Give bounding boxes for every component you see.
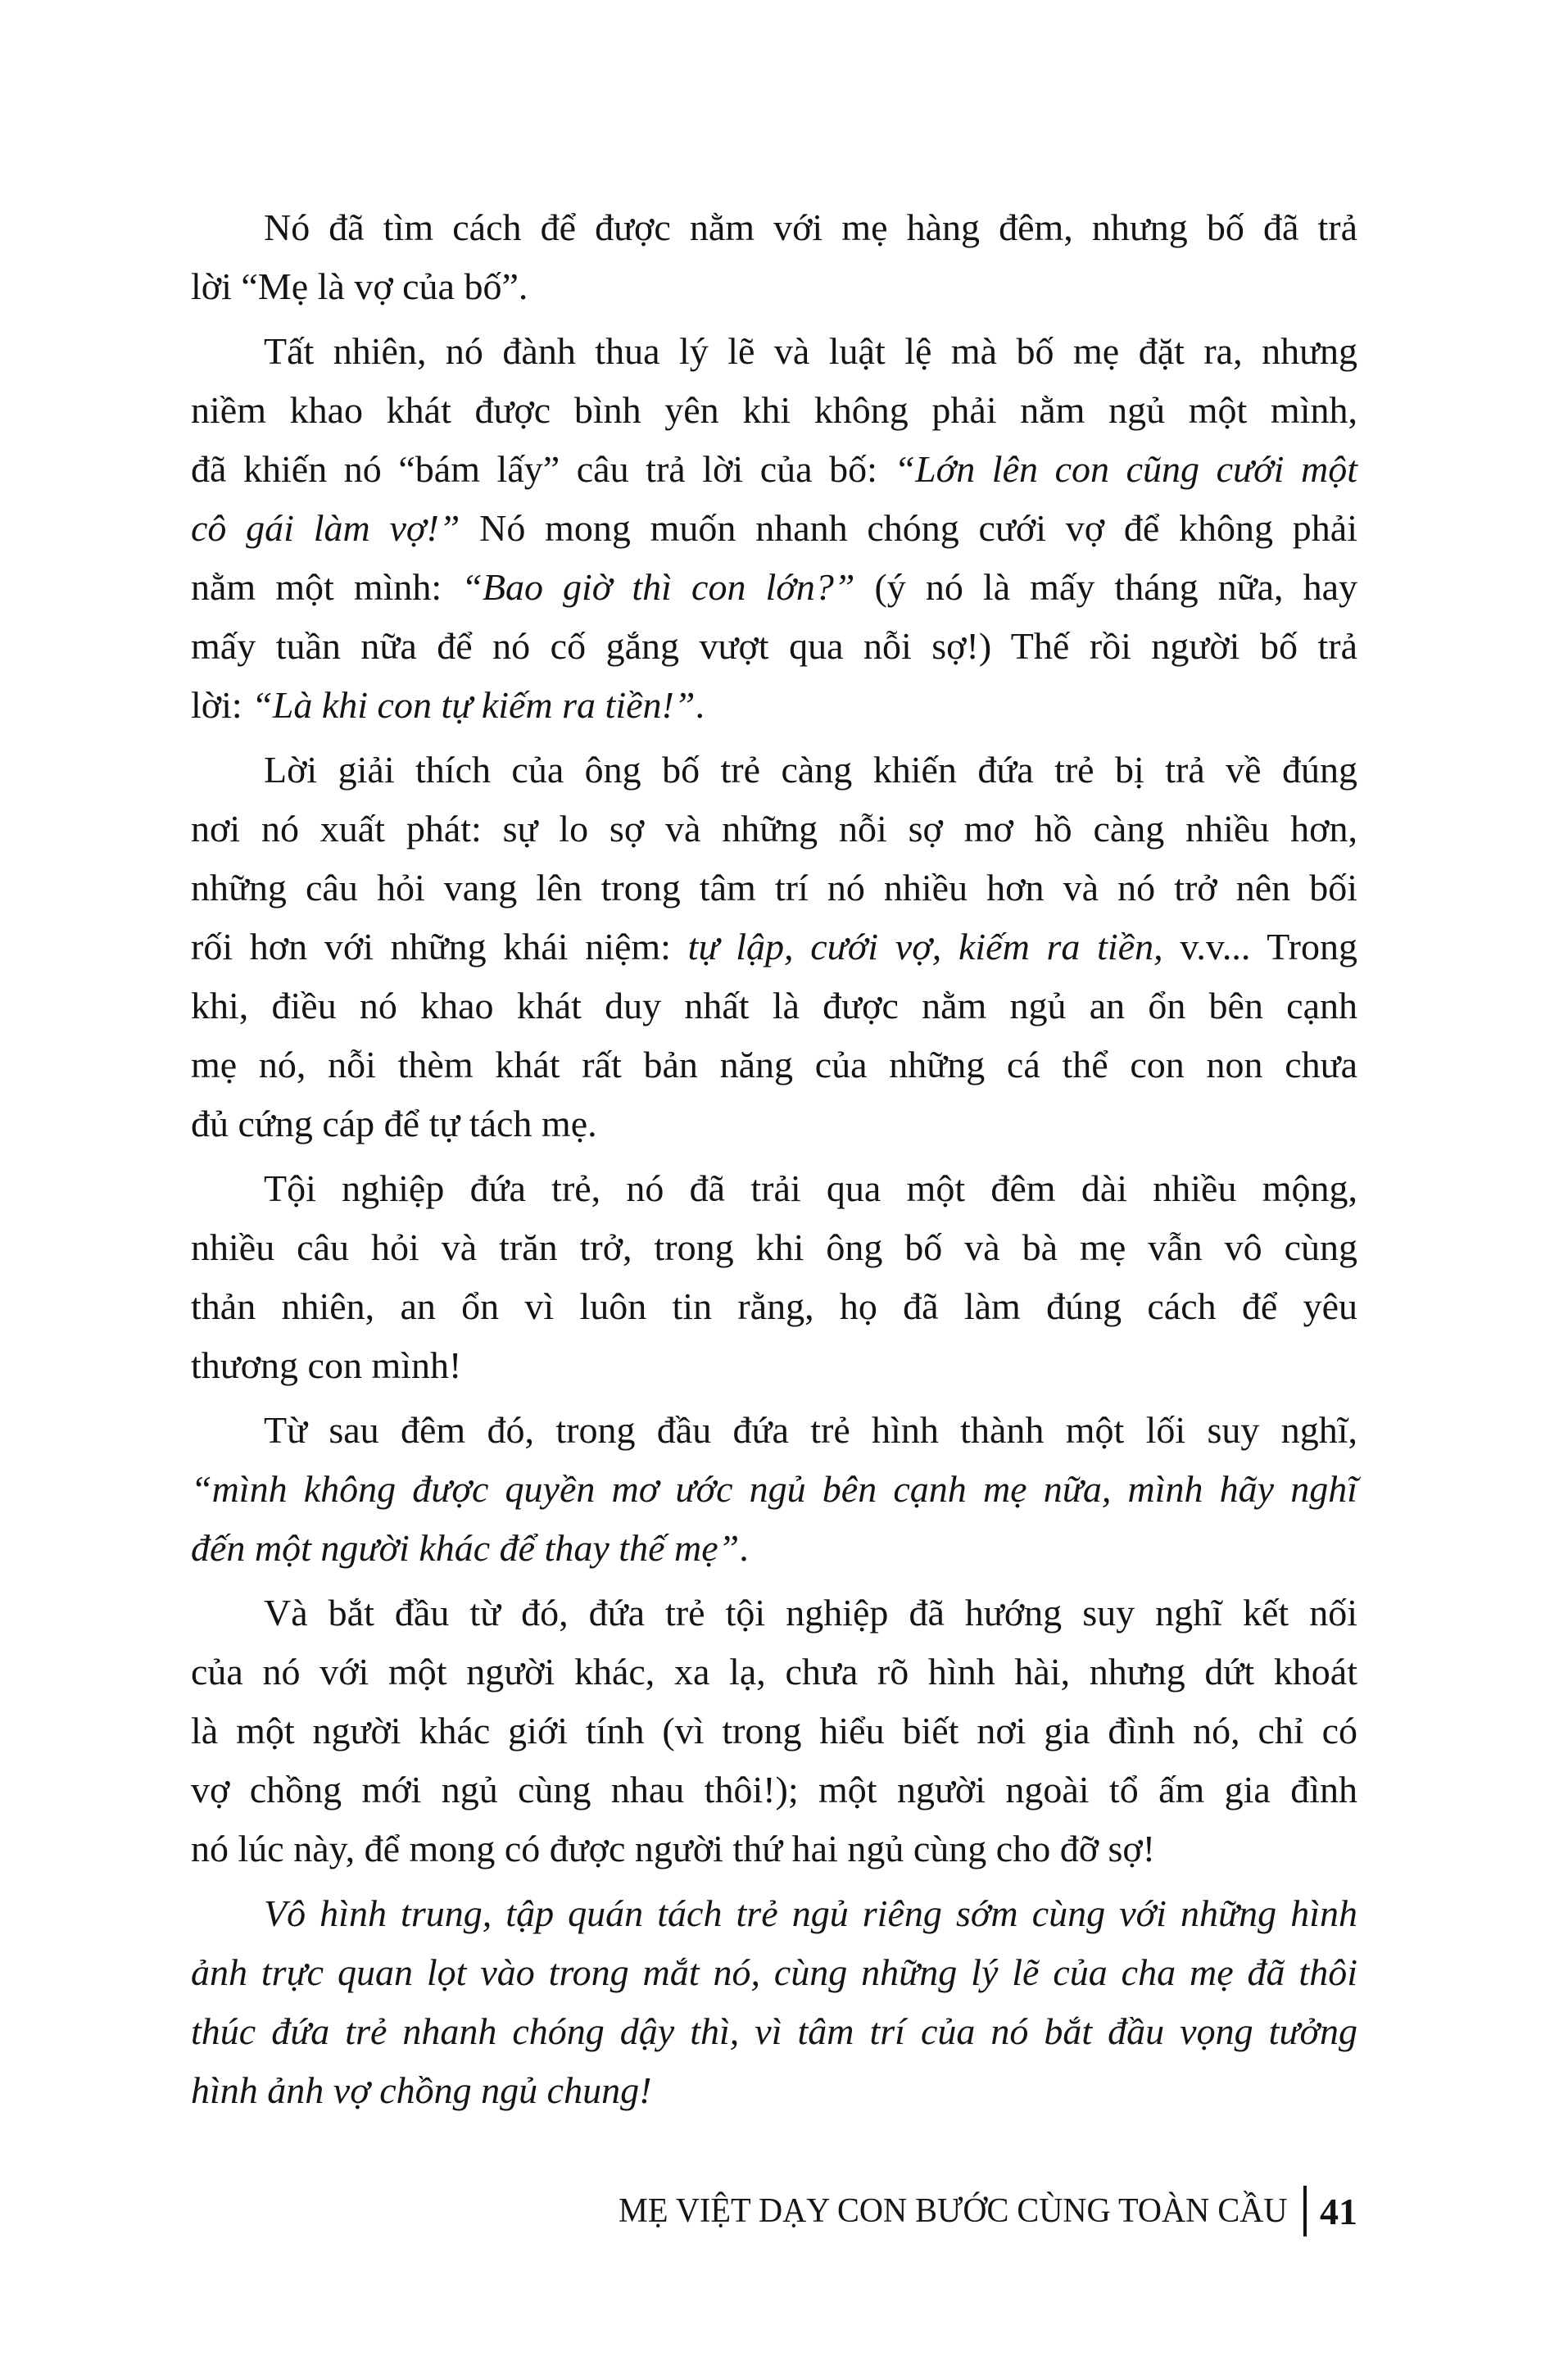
footer-book-title: MẸ VIỆT DẠY CON BƯỚC CÙNG TOÀN CẦU: [618, 2192, 1287, 2230]
text-run: khi, điều nó khao khát duy nhất là được nằm ngủ an ổn bên cạnh: [191, 985, 1357, 1026]
text-run: nằm một mình:: [191, 566, 462, 608]
text-line: [191, 558, 1357, 617]
text-line: [191, 1519, 1357, 1578]
italic-run: “Là khi con tự kiếm ra tiền!”: [252, 684, 696, 726]
text-run: nhiều câu hỏi và trăn trở, trong khi ông bố và bà mẹ vẫn vô cùng: [191, 1226, 1357, 1268]
text-run: mấy tuần nữa để nó cố gắng vượt qua nỗi sợ!) Thế rồi người bố trả: [191, 625, 1357, 667]
text-line: [191, 800, 1357, 859]
text-run: lời:: [191, 684, 252, 726]
text-line: [191, 676, 1357, 735]
text-line: [191, 977, 1357, 1035]
text-run: mẹ nó, nỗi thèm khát rất bản năng của những cá thể con non chưa: [191, 1044, 1357, 1085]
text-run: .: [739, 1527, 749, 1569]
text-run: .: [695, 684, 705, 726]
text-run: v.v... Trong: [1162, 926, 1358, 968]
text-run: nơi nó xuất phát: sự lo sợ và những nỗi sợ mơ hồ càng nhiều hơn,: [191, 808, 1357, 850]
text-run: thản nhiên, an ổn vì luôn tin rằng, họ đã làm đúng cách để yêu: [191, 1285, 1357, 1327]
text-line: [191, 1035, 1357, 1094]
text-line: [191, 322, 1357, 381]
page-number: 41: [1320, 2190, 1357, 2232]
text-line: [191, 1761, 1357, 1819]
paragraph: [191, 322, 1357, 735]
text-line: [191, 1643, 1357, 1702]
text-line: [191, 1094, 1357, 1153]
text-line: [191, 1460, 1357, 1519]
italic-run: đến một người khác để thay thế mẹ”: [191, 1527, 740, 1569]
text-run: là một người khác giới tính (vì trong hiểu biết nơi gia đình nó, chỉ có: [191, 1710, 1357, 1751]
page-content: [191, 198, 1357, 2126]
text-line: [191, 2002, 1357, 2061]
text-line: [191, 440, 1357, 499]
text-line: [191, 1218, 1357, 1277]
italic-run: ảnh trực quan lọt vào trong mắt nó, cùng những lý lẽ của cha mẹ đã thôi: [191, 1951, 1357, 1993]
text-line: [191, 1401, 1357, 1460]
paragraph: [191, 741, 1357, 1153]
italic-run: cô gái làm vợ!”: [191, 507, 460, 549]
text-run: thương con mình!: [191, 1344, 462, 1386]
text-run: Từ sau đêm đó, trong đầu đứa trẻ hình thành một lối suy nghĩ,: [264, 1409, 1357, 1451]
paragraph: [191, 1884, 1357, 2120]
paragraph: [191, 1401, 1357, 1578]
text-run: đã khiến nó “bám lấy” câu trả lời của bố:: [191, 448, 895, 490]
footer-divider: [1303, 2186, 1307, 2236]
text-run: Tất nhiên, nó đành thua lý lẽ và luật lệ mà bố mẹ đặt ra, nhưng: [264, 330, 1357, 372]
text-line: [191, 198, 1357, 257]
italic-run: “mình không được quyền mơ ước ngủ bên cạnh mẹ nữa, mình hãy nghĩ: [191, 1468, 1357, 1510]
text-run: Nó đã tìm cách để được nằm với mẹ hàng đêm, nhưng bố đã trả: [264, 206, 1357, 248]
text-line: [191, 1277, 1357, 1336]
italic-run: tự lập, cưới vợ, kiếm ra tiền,: [687, 926, 1163, 968]
italic-run: hình ảnh vợ chồng ngủ chung!: [191, 2069, 652, 2111]
text-run: (ý nó là mấy tháng nữa, hay: [854, 566, 1357, 608]
text-line: [191, 499, 1357, 558]
text-line: [191, 918, 1357, 977]
paragraph: [191, 1584, 1357, 1878]
text-line: [191, 859, 1357, 918]
text-run: những câu hỏi vang lên trong tâm trí nó nhiều hơn và nó trở nên bối: [191, 867, 1357, 909]
text-run: Nó mong muốn nhanh chóng cưới vợ để không phải: [460, 507, 1357, 549]
text-run: đủ cứng cáp để tự tách mẹ.: [191, 1103, 597, 1144]
text-run: niềm khao khát được bình yên khi không phải nằm ngủ một mình,: [191, 389, 1357, 431]
page-footer: [591, 2182, 1357, 2240]
text-line: [191, 1819, 1357, 1878]
text-line: [191, 617, 1357, 676]
text-run: vợ chồng mới ngủ cùng nhau thôi!); một người ngoài tổ ấm gia đình: [191, 1769, 1357, 1810]
text-run: lời “Mẹ là vợ của bố”.: [191, 265, 528, 307]
text-run: rối hơn với những khái niệm:: [191, 926, 688, 968]
text-run: của nó với một người khác, xa lạ, chưa rõ hình hài, nhưng dứt khoát: [191, 1651, 1357, 1693]
text-run: nó lúc này, để mong có được người thứ hai ngủ cùng cho đỡ sợ!: [191, 1828, 1156, 1869]
text-line: [191, 1584, 1357, 1643]
paragraph: [191, 198, 1357, 316]
text-line: [191, 1336, 1357, 1395]
text-line: [191, 1943, 1357, 2002]
text-line: [191, 2061, 1357, 2120]
text-line: [191, 1702, 1357, 1761]
paragraph: [191, 1159, 1357, 1395]
italic-run: Vô hình trung, tập quán tách trẻ ngủ riêng sớm cùng với những hình: [264, 1892, 1357, 1934]
italic-run: “Bao giờ thì con lớn?”: [461, 566, 855, 608]
text-line: [191, 1159, 1357, 1218]
text-line: [191, 741, 1357, 800]
text-line: [191, 1884, 1357, 1943]
text-run: Lời giải thích của ông bố trẻ càng khiến đứa trẻ bị trả về đúng: [264, 749, 1357, 791]
italic-run: thúc đứa trẻ nhanh chóng dậy thì, vì tâm trí của nó bắt đầu vọng tưởng: [191, 2010, 1357, 2052]
text-line: [191, 257, 1357, 316]
text-line: [191, 381, 1357, 440]
text-run: Tội nghiệp đứa trẻ, nó đã trải qua một đêm dài nhiều mộng,: [264, 1167, 1357, 1209]
italic-run: “Lớn lên con cũng cưới một: [894, 448, 1357, 490]
text-run: Và bắt đầu từ đó, đứa trẻ tội nghiệp đã hướng suy nghĩ kết nối: [264, 1592, 1357, 1634]
